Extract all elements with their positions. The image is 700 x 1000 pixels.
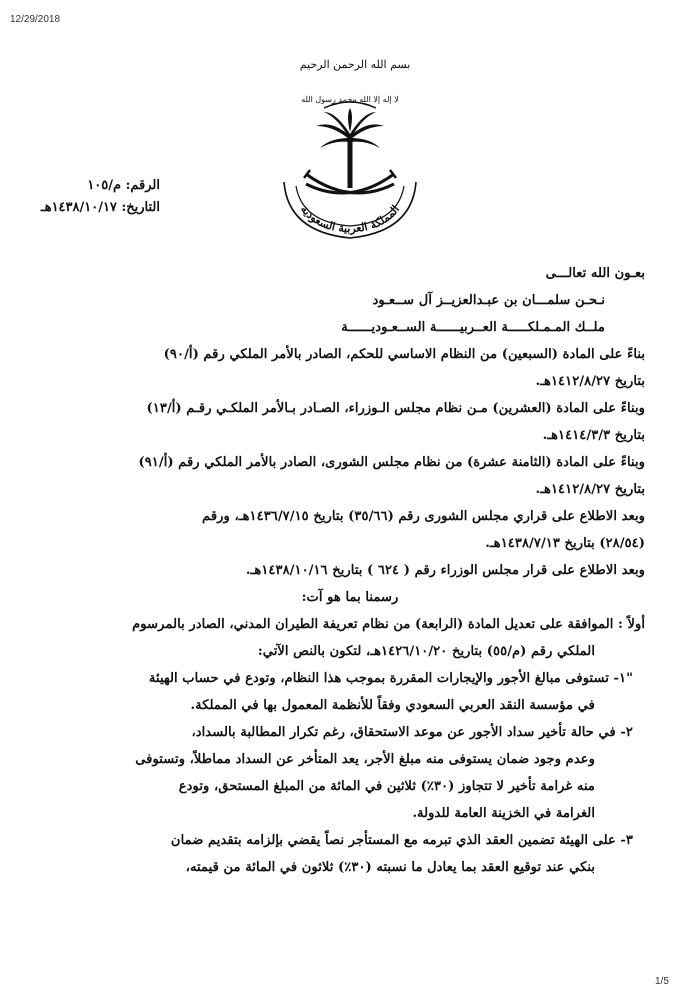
- reference-date: التاريخ: ١٤٣٨/١٠/١٧هـ: [40, 200, 160, 215]
- list-item: "١- تستوفى مبالغ الأجور والإيجارات المقررة بموجب هذا النظام، وتودع في حساب الهيئة: [148, 671, 633, 686]
- palm-tree-icon: [316, 108, 384, 188]
- basmala: بسم الله الرحمن الرحيم: [299, 58, 411, 71]
- paragraph-line: بناءً على المادة (السبعين) من النظام الاساسي للحكم، الصادر بالأمر الملكي رقم (أ/٩٠): [163, 347, 645, 362]
- print-date: 12/29/2018: [10, 14, 61, 25]
- list-item: ٣- على الهيئة تضمين العقد الذي تبرمه مع المستأجر نصاً يقضي بإلزامه بتقديم ضمان: [170, 833, 633, 848]
- paragraph-line: وبعد الاطلاع على قراري مجلس الشورى رقم (٣٥/٦٦) بتاريخ ١٤٣٦/٧/١٥هـ، ورقم: [202, 509, 645, 524]
- list-item: منه غرامة تأخير لا تتجاوز (٣٠٪) ثلاثين في المائة من المبلغ المستحق، وتودع: [178, 779, 595, 794]
- decreed-line: رسمنا بما هو آت:: [301, 590, 399, 605]
- list-item: وعدم وجود ضمان يستوفى منه مبلغ الأجر، يعد المتأخر عن السداد مماطلاً، وتستوفى: [135, 752, 595, 767]
- kingdom-title-line: ملــك المـمـلكـــــة العــربيــــــة الســعـوديــــــة: [341, 320, 605, 335]
- list-item: في مؤسسة النقد العربي السعودي وفقاً للأنظمة المعمول بها في المملكة.: [190, 698, 595, 713]
- page-number: 1/5: [655, 976, 669, 987]
- emblem-ring-text: المملكة العربية السعودية: [297, 202, 403, 236]
- decree-body: [55, 260, 645, 881]
- king-name-line: نـحـن سلمـــان بن عبـدالعزيــز آل ســعـود: [372, 293, 605, 308]
- paragraph-line: الملكي رقم (م/٥٥) بتاريخ ١٤٢٦/١٠/٢٠هـ، لتكون بالنص الآتي:: [257, 644, 595, 659]
- paragraph-line: وبناءً على المادة (العشرين) مـن نظام مجلس الـوزراء، الصـادر بـالأمر الملكـي رقـم (أ/١٣): [146, 401, 645, 416]
- first-article-label: أولاً: [627, 617, 645, 632]
- saudi-emblem-icon: [276, 82, 424, 244]
- list-item: الغرامة في الخزينة العامة للدولة.: [412, 806, 595, 821]
- paragraph-line: بتاريخ ١٤١٢/٨/٢٧هـ.: [535, 374, 645, 389]
- paragraph-line: (٢٨/٥٤) بتاريخ ١٤٣٨/٧/١٣هـ.: [485, 536, 645, 551]
- first-article-line: [55, 611, 645, 638]
- list-item: ٢- في حالة تأخير سداد الأجور عن موعد الاستحقاق، رغم تكرار المطالبة بالسداد،: [191, 725, 633, 740]
- paragraph-line: وبعد الاطلاع على قرار مجلس الوزراء رقم ( ٦٢٤ ) بتاريخ ١٤٣٨/١٠/١٦هـ.: [245, 563, 645, 578]
- list-item: بنكي عند توقيع العقد بما يعادل ما نسبته (٣٠٪) ثلاثون في المائة من قيمته،: [185, 860, 595, 875]
- reference-number: الرقم: م/١٠٥: [87, 178, 160, 193]
- paragraph-line: بتاريخ ١٤١٢/٨/٢٧هـ.: [535, 482, 645, 497]
- opening-line: بعـون الله تعالـــى: [545, 266, 645, 281]
- paragraph-line: وبناءً على المادة (الثامنة عشرة) من نظام مجلس الشورى، الصادر بالأمر الملكي رقم (أ/٩١): [138, 455, 645, 470]
- first-article-text: : الموافقة على تعديل المادة (الرابعة) من نظام تعريفة الطيران المدني، الصادر بالمرسوم: [132, 617, 623, 632]
- paragraph-line: بتاريخ ١٤١٤/٣/٣هـ.: [542, 428, 645, 443]
- emblem-shahada: لا إله إلا الله محمد رسول الله: [301, 95, 399, 104]
